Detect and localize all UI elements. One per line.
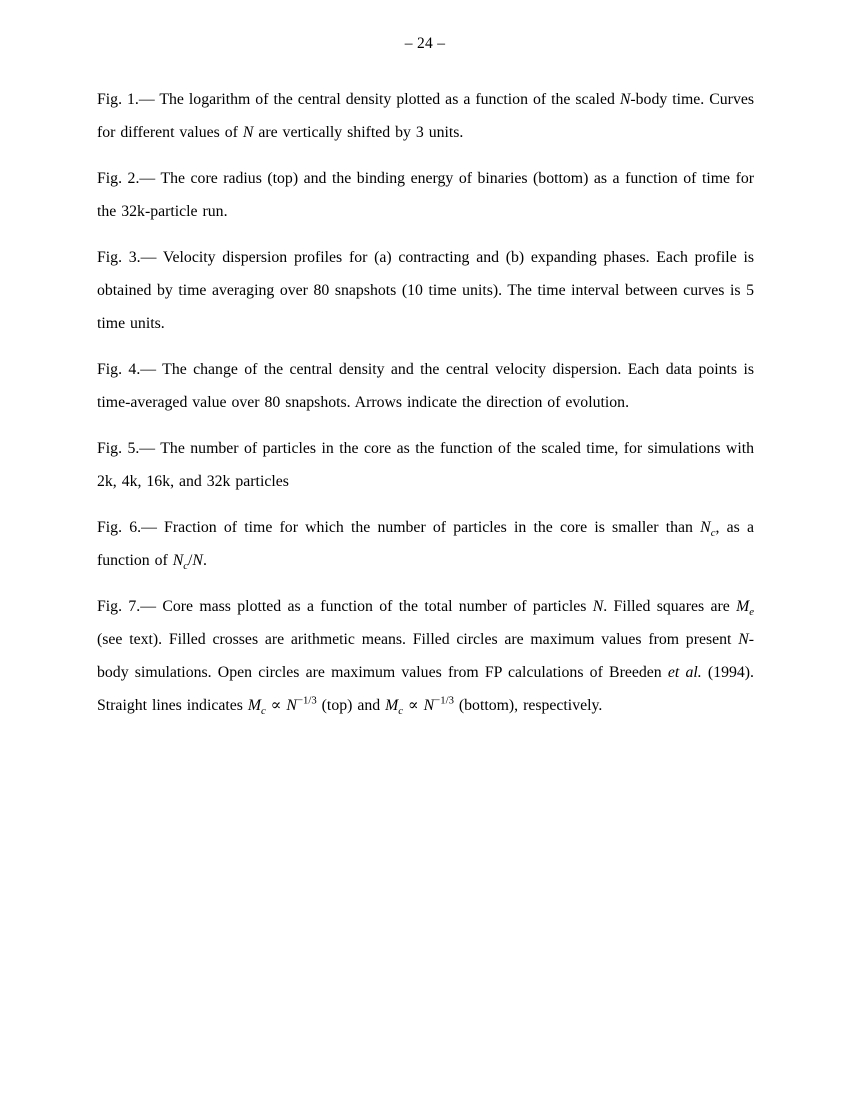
math-sub: c <box>183 559 189 572</box>
caption-text: ∝ <box>403 696 424 714</box>
caption-text: . Filled squares are <box>603 597 737 615</box>
math-sub: c <box>398 704 404 717</box>
math-sup: −1/3 <box>434 694 454 707</box>
caption-text: Fig. 1.— The logarithm of the central density plotted as a function of the scaled <box>97 90 620 108</box>
caption-text: Fig. 3.— Velocity dispersion profiles for (a) contracting and (b) expanding phases. Each profile is obtained by time averaging over 80 snapshots (10 time units). The time interval between curves is 5 time units. <box>97 248 754 332</box>
caption-text: Fig. 5.— The number of particles in the core as the function of the scaled time, for simulations with 2k, 4k, 16k, and 32k particles <box>97 439 754 490</box>
math-symbol: M <box>385 696 399 714</box>
caption-text: / <box>188 551 193 569</box>
figure-captions <box>97 83 754 722</box>
caption-text: Fig. 7.— Core mass plotted as a function of the total number of particles <box>97 597 593 615</box>
math-sub: c <box>710 526 716 539</box>
figure-caption <box>97 353 754 419</box>
figure-caption <box>97 241 754 340</box>
figure-caption <box>97 162 754 228</box>
figure-caption <box>97 590 754 722</box>
math-symbol: N <box>700 518 711 536</box>
math-symbol: N <box>242 123 254 141</box>
math-symbol: M <box>736 597 750 615</box>
caption-text: -body time. Curves for different values of <box>97 90 754 141</box>
math-symbol: M <box>247 696 262 714</box>
page-number: – 24 – <box>404 35 446 52</box>
math-symbol: N <box>286 696 297 714</box>
math-symbol: N <box>619 90 631 108</box>
caption-text: Fig. 4.— The change of the central density and the central velocity dispersion. Each data points is time-averaged value over 80 snapshots. Arrows indicate the direction of evolution. <box>97 360 754 411</box>
math-sup: −1/3 <box>296 694 317 707</box>
caption-text: are vertically shifted by 3 units. <box>253 123 464 141</box>
math-symbol: N <box>592 597 604 615</box>
figure-caption <box>97 511 754 577</box>
math-symbol: et al. <box>667 663 702 681</box>
caption-text: Fig. 6.— Fraction of time for which the number of particles in the core is smaller than <box>97 518 701 536</box>
math-sub: e <box>749 605 754 618</box>
math-symbol: N <box>172 551 184 569</box>
figure-caption <box>97 432 754 498</box>
caption-text: . <box>202 551 207 569</box>
caption-text: (bottom), respectively. <box>453 696 603 714</box>
math-symbol: N <box>192 551 203 569</box>
caption-text: ∝ <box>265 696 287 714</box>
caption-text: , as a function of <box>97 518 754 569</box>
figure-caption <box>97 83 754 149</box>
caption-text: Fig. 2.— The core radius (top) and the binding energy of binaries (bottom) as a function of time for the 32k-particle run. <box>97 169 754 220</box>
caption-text: -body simulations. Open circles are maximum values from FP calculations of Breeden <box>97 630 754 681</box>
caption-text: (see text). Filled crosses are arithmetic means. Filled circles are maximum values from present <box>97 630 739 648</box>
math-sub: c <box>261 704 266 717</box>
caption-text: (top) and <box>316 696 386 714</box>
caption-text: (1994). Straight lines indicates <box>97 663 755 714</box>
math-symbol: N <box>738 630 749 648</box>
math-symbol: N <box>423 696 435 714</box>
